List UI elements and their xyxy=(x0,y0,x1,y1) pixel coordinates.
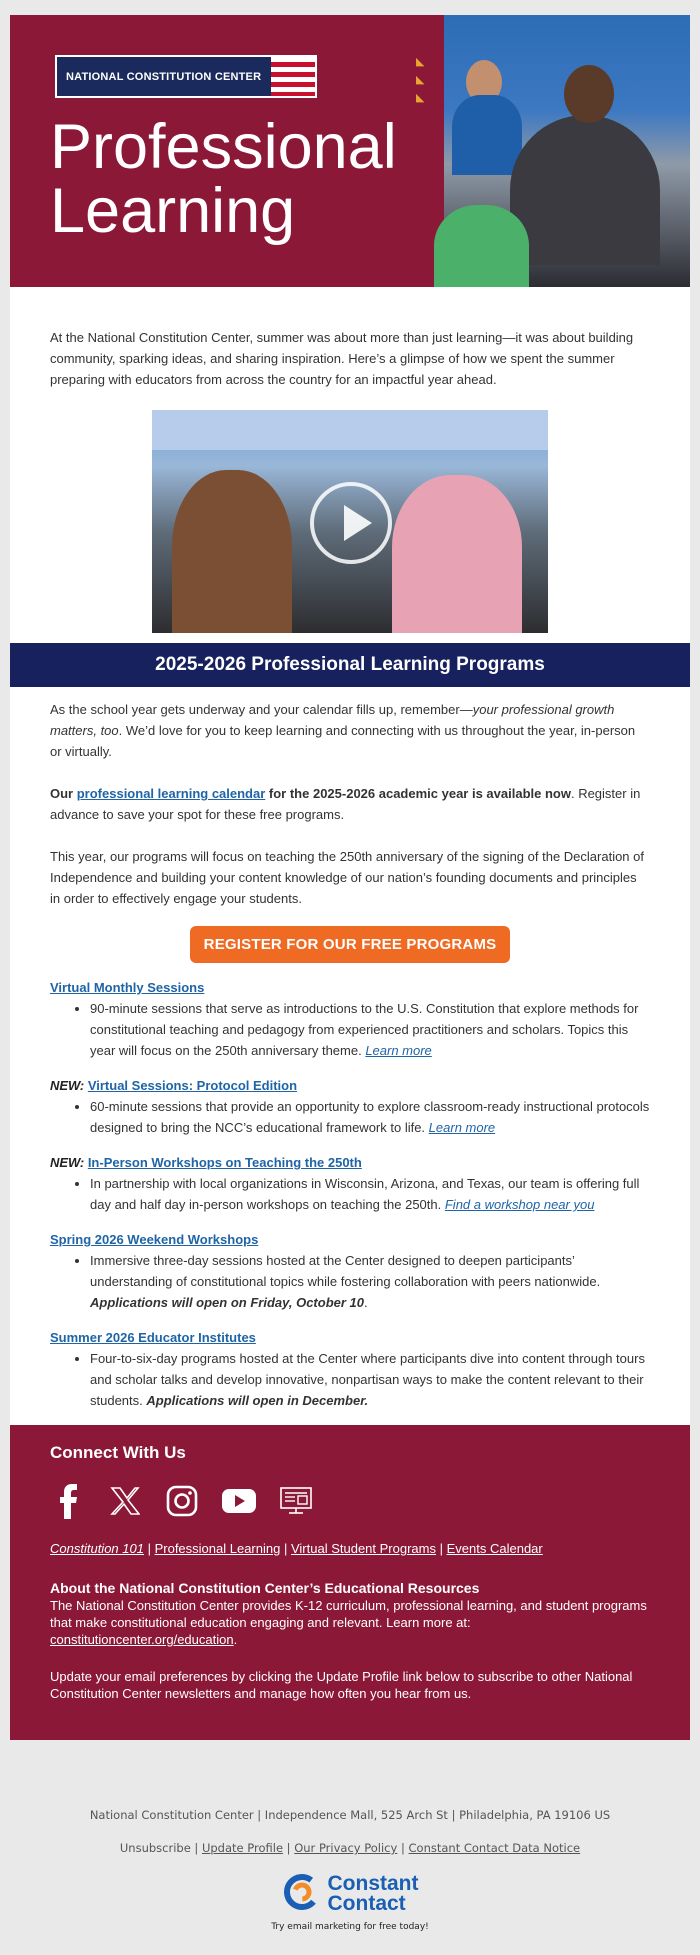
section-heading xyxy=(10,643,690,687)
unsubscribe-text[interactable]: Unsubscribe xyxy=(119,1841,191,1855)
program-text: Immersive three-day sessions hosted at the Center designed to deepen participants’ understanding of constitutional topics while fostering collaboration with peers nationwide. xyxy=(90,1253,601,1289)
play-icon[interactable] xyxy=(310,482,392,564)
ncc-logo[interactable] xyxy=(55,55,317,98)
constant-contact-wordmark xyxy=(328,1874,419,1914)
program-list xyxy=(50,998,650,1061)
about-heading: About the National Constitution Center’s Educational Resources xyxy=(50,1580,480,1596)
program-desc xyxy=(90,1173,650,1215)
constant-contact-icon xyxy=(282,1872,322,1916)
privacy-policy-link[interactable]: Our Privacy Policy xyxy=(294,1841,398,1855)
link-separator: | xyxy=(439,1541,443,1556)
instagram-icon[interactable] xyxy=(164,1483,200,1519)
p1-text: As the school year gets underway and your calendar fills up, remember— xyxy=(50,702,473,717)
cc-line2: Contact xyxy=(327,1892,406,1915)
hero-title xyxy=(50,112,397,246)
program-list xyxy=(50,1096,650,1138)
new-badge: NEW: xyxy=(50,1155,85,1170)
cc-line1: Constant xyxy=(327,1872,419,1895)
program-title xyxy=(50,1327,650,1348)
data-notice-link[interactable]: Constant Contact Data Notice xyxy=(408,1841,581,1855)
learn-more-link[interactable]: Learn more xyxy=(365,1043,432,1058)
calendar-link[interactable]: professional learning calendar xyxy=(76,786,266,801)
photo-shape xyxy=(434,205,529,287)
connect-heading: Connect With Us xyxy=(50,1443,186,1462)
chevron-decoration-icon: ◣ ◣ ◣ xyxy=(416,56,425,104)
hero-photo xyxy=(444,15,690,287)
program-title xyxy=(50,1075,650,1096)
virtual-student-programs-link[interactable]: Virtual Student Programs xyxy=(290,1541,436,1556)
program-list xyxy=(50,1348,650,1411)
video-ceiling xyxy=(152,410,548,450)
program-text: 60-minute sessions that provide an opportunity to explore classroom-ready instructional protocols designed to bring the NCC’s educational framework to life. xyxy=(90,1099,650,1135)
program-link[interactable]: Virtual Monthly Sessions xyxy=(50,980,205,995)
program-title xyxy=(50,1229,650,1250)
events-calendar-link[interactable]: Events Calendar xyxy=(446,1541,543,1556)
p2-rest: . Register in advance to save your spot for these free programs. xyxy=(50,786,641,822)
program-item xyxy=(50,1152,650,1215)
program-desc xyxy=(90,1096,650,1138)
footer-links xyxy=(50,1539,650,1559)
email-card xyxy=(10,15,690,1740)
p2-bold: for the 2025-2026 academic year is available now xyxy=(265,786,571,801)
program-date: Applications will open in December. xyxy=(146,1393,369,1408)
p1-rest: . We’d love for you to keep learning and connecting with us throughout the year, in-person or virtually. xyxy=(50,723,636,759)
social-links xyxy=(50,1483,650,1519)
program-text: 90-minute sessions that serve as introductions to the U.S. Constitution that explore methods for constitutional teaching and pedagogy from experienced practitioners and scholars. Topics this year will focus on the 250th anniversary theme. xyxy=(90,1001,639,1058)
program-item xyxy=(50,1075,650,1138)
program-desc xyxy=(90,1348,650,1411)
paragraph-focus: This year, our programs will focus on teaching the 250th anniversary of the signing of the Declaration of Independence and building your content knowledge of our nation’s founding documents and principles in order to effectively engage your students. xyxy=(50,849,644,906)
hero-title-line1: Professional xyxy=(50,112,397,182)
p2-lead: Our xyxy=(50,786,77,801)
mailing-address: National Constitution Center | Independence Mall, 525 Arch St | Philadelphia, PA 19106 US xyxy=(89,1808,611,1822)
program-title xyxy=(50,977,650,998)
constitution-101-link[interactable]: Constitution 101 xyxy=(50,1541,144,1556)
register-row xyxy=(50,926,650,963)
program-item xyxy=(50,1327,650,1411)
program-desc xyxy=(90,998,650,1061)
photo-shape xyxy=(510,115,660,265)
update-profile-link[interactable]: Update Profile xyxy=(201,1841,284,1855)
intro-section xyxy=(10,287,690,390)
play-triangle xyxy=(344,505,372,541)
about-end: . xyxy=(233,1632,238,1647)
program-end: . xyxy=(364,1295,368,1310)
program-item xyxy=(50,1229,650,1313)
about-text xyxy=(50,1597,650,1648)
constant-contact-tagline[interactable]: Try email marketing for free today! xyxy=(271,1922,429,1932)
programs-body xyxy=(10,687,690,1411)
program-desc xyxy=(90,1250,650,1313)
program-list xyxy=(50,1173,650,1215)
email-footer xyxy=(0,1805,700,1932)
paragraph-growth xyxy=(50,699,650,762)
video-person xyxy=(392,475,522,633)
new-badge: NEW: xyxy=(50,1078,85,1093)
program-link[interactable]: Virtual Sessions: Protocol Edition xyxy=(87,1078,298,1093)
blog-icon[interactable] xyxy=(278,1483,314,1519)
about-body: The National Constitution Center provides K-12 curriculum, professional learning, and student programs that make constitutional education engaging and relevant. Learn more at: xyxy=(50,1598,647,1630)
program-link[interactable]: Summer 2026 Educator Institutes xyxy=(50,1330,256,1345)
update-text: Update your email preferences by clicking the Update Profile link below to subscribe to other National Constitution Center newsletters and manage how often you hear from us. xyxy=(50,1669,633,1701)
youtube-icon[interactable] xyxy=(221,1483,257,1519)
intro-text: At the National Constitution Center, summer was about more than just learning—it was about building community, sparking ideas, and sharing inspiration. Here’s a glimpse of how we spent the summer preparing with educators from across the country for an impactful year ahead. xyxy=(50,330,634,387)
program-list xyxy=(50,1250,650,1313)
hero-title-line2: Learning xyxy=(50,176,296,246)
logo-text: NATIONAL CONSTITUTION CENTER xyxy=(66,70,262,83)
photo-shape xyxy=(452,95,522,175)
program-text: Four-to-six-day programs hosted at the Center where participants dive into content through tours and scholar talks and develop innovative, nonpartisan ways to make the content relevant to their students. xyxy=(90,1351,645,1408)
link-separator: | xyxy=(147,1541,151,1556)
program-date: Applications will open on Friday, October 10 xyxy=(90,1295,365,1310)
preference-links: Unsubscribe | Update Profile | Our Privacy Policy | Constant Contact Data Notice xyxy=(119,1841,581,1855)
education-link[interactable]: constitutioncenter.org/education xyxy=(50,1632,234,1647)
footer xyxy=(10,1425,690,1740)
program-title xyxy=(50,1152,650,1173)
hero-banner xyxy=(10,15,690,287)
video-person xyxy=(172,470,292,633)
professional-learning-link[interactable]: Professional Learning xyxy=(154,1541,281,1556)
program-text: In partnership with local organizations in Wisconsin, Arizona, and Texas, our team is offering full day and half day in-person workshops on teaching the 250th. xyxy=(90,1176,640,1212)
program-link[interactable]: In-Person Workshops on Teaching the 250th xyxy=(87,1155,362,1170)
section-title: 2025-2026 Professional Learning Programs xyxy=(155,654,545,675)
flag-stripes-icon xyxy=(271,57,315,96)
learn-more-link[interactable]: Learn more xyxy=(428,1120,496,1135)
video-thumbnail[interactable] xyxy=(152,410,548,633)
x-twitter-icon[interactable] xyxy=(107,1483,143,1519)
paragraph-calendar xyxy=(50,783,650,825)
program-link[interactable]: Spring 2026 Weekend Workshops xyxy=(50,1232,259,1247)
facebook-icon[interactable] xyxy=(50,1483,86,1519)
link-separator: | xyxy=(283,1541,288,1556)
program-item xyxy=(50,977,650,1061)
register-button[interactable]: REGISTER FOR OUR FREE PROGRAMS xyxy=(190,926,511,963)
p1-italic: your professional growth matters, too xyxy=(50,702,615,738)
constant-contact-logo[interactable] xyxy=(0,1872,700,1916)
photo-shape xyxy=(564,65,614,123)
find-workshop-link[interactable]: Find a workshop near you xyxy=(444,1197,595,1212)
